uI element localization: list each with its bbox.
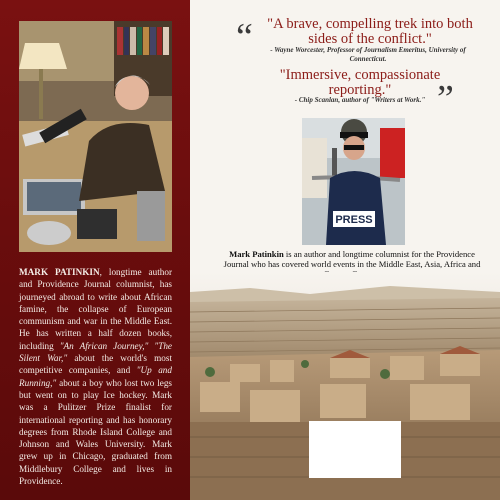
close-quote-icon: ” [437,78,454,120]
author-desk-photo [19,21,172,252]
left-panel [0,0,190,500]
short-bio-name: Mark Patinkin [229,249,284,259]
bio-text-3: about a boy who lost two legs but went on to play Ice hockey. Mark was a Pulitzer Prize finalist for international reporting and has honorary degrees from Rhode Island College and Johnson and Wales University. Mark grew up in Chicago, graduated from Middlebury College and lives in Providence. [19,377,172,487]
bio-author-name: MARK PATINKIN [19,267,100,277]
right-panel [190,0,500,500]
quote-1-attribution: - Wayne Worcester, Professor of Journalism Emeritus, University of Connecticut. [270,46,466,63]
bio-book-title: "An African Journey," [59,340,149,351]
quote-2-attribution: - Chip Scanlan, author of "Writers at Work." [294,96,426,104]
bio-book-title: "Up and Running," [19,365,172,388]
bio-text-1: , longtime author and Providence Journal columnist, has journeyed abroad to write about African famine, the collapse of European communism and war in the Middle East. He has written a half dozen books, including [19,267,172,351]
quote-2: "Immersive, compassionate reporting." [279,67,441,98]
press-label: PRESS [335,214,373,226]
quote-1: "A brave, compelling trek into both sides of the conflict." [267,16,473,47]
open-quote-icon: “ [236,16,253,58]
author-press-photo [302,118,405,245]
short-bio-text: is an author and longtime columnist for the Providence Journal who has covered world events in the Middle East, Asia, Africa and [223,249,481,269]
bio-book-title: "The Silent War," [19,340,172,364]
bio-text-2: about the world's most competitive companies, and [19,353,172,376]
author-bio [19,266,172,487]
barcode-placeholder [309,421,401,478]
